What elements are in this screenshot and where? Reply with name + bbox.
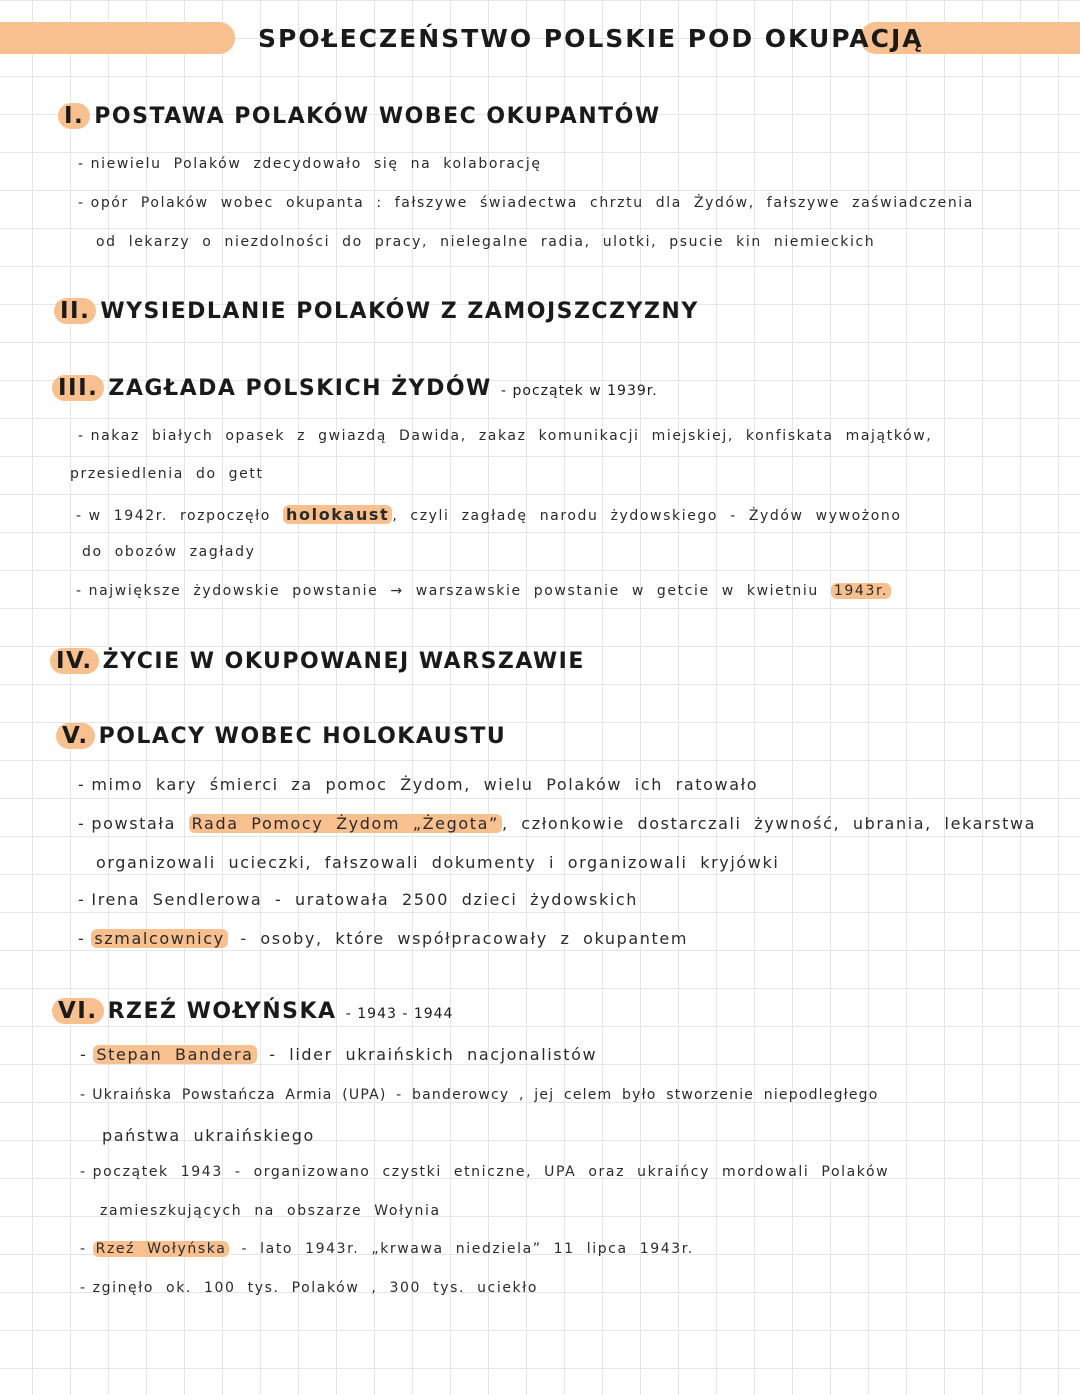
section-5-line-5: - szmalcownicy - osoby, które współpracowały z okupantem [78,929,689,948]
bandera-highlight: Stepan Bandera [93,1045,256,1064]
holokaust-highlight: holokaust [283,505,392,524]
section-6-text-4: początek 1943 - organizowano czystki etniczne, UPA oraz ukraińcy mordowali Polaków [92,1164,890,1180]
section-5-heading [56,723,506,749]
section-3-title: ZAGŁADA POLSKICH ŻYDÓW [108,376,492,401]
section-6-number: VI. [52,998,104,1024]
section-6-line-6: - Rzeź Wołyńska - lato 1943r. „krwawa niedziela” 11 lipca 1943r. [80,1241,694,1257]
section-6-line-2: - Ukraińska Powstańcza Armia (UPA) - banderowcy , jej celem było stworzenie niepodległego [80,1087,879,1103]
section-5-text-4: Irena Sendlerowa - uratowała 2500 dzieci żydowskich [91,890,639,909]
title-highlight-left [0,22,235,54]
section-2-heading [54,298,699,324]
section-6-line-4: - początek 1943 - organizowano czystki etniczne, UPA oraz ukraińcy mordowali Polaków [80,1164,890,1180]
section-5-text-2a: powstała [91,814,176,833]
section-3-line-4: do obozów zagłady [82,544,256,560]
section-4-number: IV. [50,648,99,674]
section-5-line-3: organizowali ucieczki, fałszowali dokumenty i organizowali kryjówki [96,853,780,872]
section-5-text-5b: - osoby, które współpracowały z okupantem [240,929,689,948]
date-1943-highlight: 1943r. [831,583,891,599]
rzez-wolynska-highlight: Rzeź Wołyńska [93,1241,230,1257]
section-5-line-1: - mimo kary śmierci za pomoc Żydom, wielu Polaków ich ratowało [78,775,759,794]
section-3-line-5: - największe żydowskie powstanie → warszawskie powstanie w getcie w kwietniu 1943r. [76,583,891,599]
section-3-text-3a: w 1942r. rozpoczęło [88,508,271,524]
section-5-text-2c: , członkowie dostarczali żywność, ubrania, lekarstwa [501,814,1037,833]
section-6-text-2: Ukraińska Powstańcza Armia (UPA) - banderowcy , jej celem było stworzenie niepodległego [92,1087,879,1103]
section-6-heading [52,998,453,1024]
section-5-text-1: mimo kary śmierci za pomoc Żydom, wielu Polaków ich ratowało [91,775,759,794]
section-3-line-3: - w 1942r. rozpoczęło holokaust , czyli zagładę narodu żydowskiego - Żydów wywożono [76,505,902,524]
section-5-title: POLACY WOBEC HOLOKAUSTU [98,724,507,749]
section-6-text-6b: - lato 1943r. „krwawa niedziela” 11 lipca 1943r. [241,1241,694,1257]
section-6-line-1: - Stepan Bandera - lider ukraińskich nacjonalistów [80,1045,598,1064]
section-6-date: - 1943 - 1944 [345,1006,454,1022]
section-5-line-4: - Irena Sendlerowa - uratowała 2500 dzieci żydowskich [78,890,639,909]
page-title: SPOŁECZEŃSTWO POLSKIE POD OKUPACJĄ [258,24,924,53]
section-5-number: V. [56,723,95,749]
section-1-number: I. [58,103,90,129]
section-2-number: II. [54,298,96,324]
section-5-line-2: - powstała Rada Pomocy Żydom „Żegota” , członkowie dostarczali żywność, ubrania, lekarstwa [78,814,1037,833]
section-3-text-1: nakaz białych opasek z gwiazdą Dawida, zakaz komunikacji miejskiej, konfiskata majątków, [90,428,933,444]
section-6-text-1b: - lider ukraińskich nacjonalistów [269,1045,598,1064]
section-3-text-3c: , czyli zagładę narodu żydowskiego - Żydów wywożono [392,508,902,524]
section-1-title: POSTAWA POLAKÓW WOBEC OKUPANTÓW [94,104,661,129]
zegota-highlight: Rada Pomocy Żydom „Żegota” [189,814,502,833]
section-3-text-5a: największe żydowskie powstanie → warszawskie powstanie w getcie w kwietniu [88,583,819,599]
section-1-line-2: - opór Polaków wobec okupanta : fałszywe świadectwa chrztu dla Żydów, fałszywe zaświadczenia [78,195,974,211]
section-6-line-3: państwa ukraińskiego [102,1126,315,1145]
section-4-title: ŻYCIE W OKUPOWANEJ WARSZAWIE [102,649,585,674]
szmalcownicy-highlight: szmalcownicy [91,929,227,948]
section-1-line-3: od lekarzy o niezdolności do pracy, nielegalne radia, ulotki, psucie kin niemieckich [96,234,876,250]
section-1-text-1: niewielu Polaków zdecydowało się na kolaborację [90,156,542,172]
section-1-line-1: - niewielu Polaków zdecydowało się na kolaborację [78,156,542,172]
section-3-line-1: - nakaz białych opasek z gwiazdą Dawida, zakaz komunikacji miejskiej, konfiskata majątków, [78,428,933,444]
section-3-heading [52,375,658,401]
section-3-date: - początek w 1939r. [500,383,658,399]
section-4-heading [50,648,585,674]
section-3-number: III. [52,375,104,401]
section-6-text-7: zginęło ok. 100 tys. Polaków , 300 tys. uciekło [92,1280,538,1296]
section-1-text-2: opór Polaków wobec okupanta : fałszywe świadectwa chrztu dla Żydów, fałszywe zaświadczenia [90,195,974,211]
section-1-heading [58,103,661,129]
section-6-title: RZEŹ WOŁYŃSKA [107,999,337,1024]
section-6-line-5: zamieszkujących na obszarze Wołynia [100,1203,441,1219]
section-2-title: WYSIEDLANIE POLAKÓW Z ZAMOJSZCZYZNY [100,299,699,324]
section-6-line-7: - zginęło ok. 100 tys. Polaków , 300 tys. uciekło [80,1280,538,1296]
section-3-line-2: przesiedlenia do gett [70,466,264,482]
